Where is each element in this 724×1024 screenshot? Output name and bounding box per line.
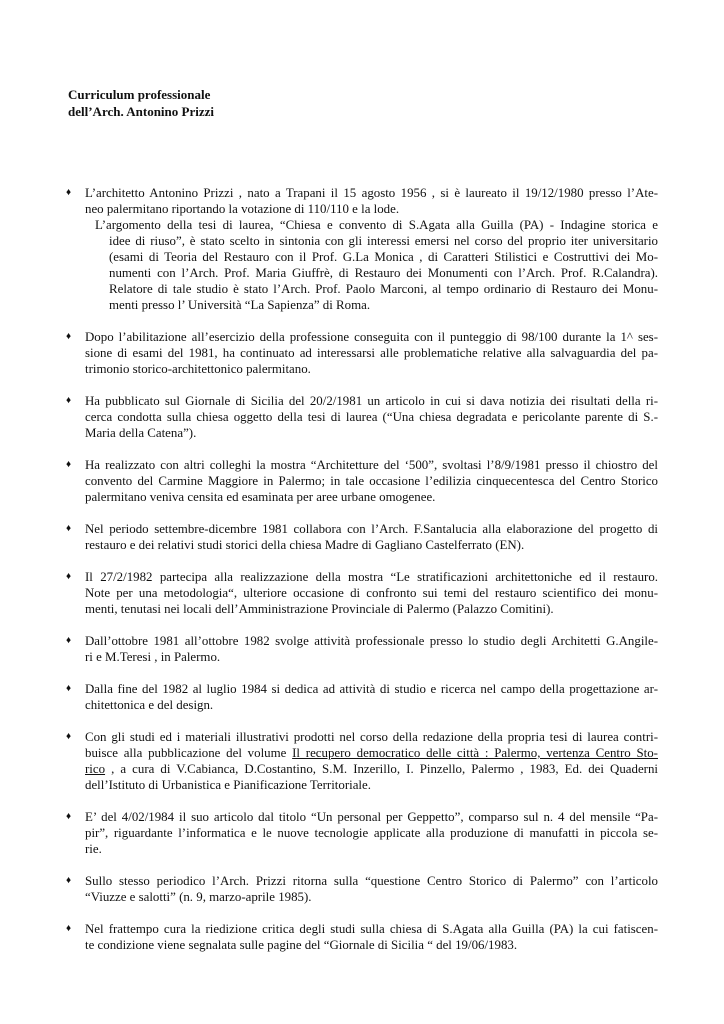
- paragraph-line: Note per una metodologia“, ulteriore occasione di confronto sui temi del restauro scientifico dei monu-: [85, 586, 658, 600]
- paragraph-line: E’ del 4/02/1984 il suo articolo dal titolo “Un personal per Geppetto”, comparso sul n. 4 del mensile “Pa-: [85, 810, 658, 824]
- paragraph-line: trimonio storico-architettonico palermitano.: [85, 362, 311, 376]
- sub-paragraph-line: idee di riuso”, è stato scelto in sintonia con gli interessi emersi nel corso del proprio iter universitario: [109, 234, 658, 248]
- list-item: [66, 681, 658, 713]
- diamond-bullet-icon: ♦: [66, 395, 72, 406]
- diamond-bullet-icon: ♦: [66, 523, 72, 534]
- list-item: [66, 457, 658, 505]
- list-item: [66, 521, 658, 553]
- document-title: [68, 86, 214, 120]
- cv-item-list: [66, 185, 658, 969]
- diamond-bullet-icon: ♦: [66, 635, 72, 646]
- paragraph-line: Ha pubblicato sul Giornale di Sicilia del 20/2/1981 un articolo in cui si dava notizia dei risultati della ri-: [85, 394, 658, 408]
- list-item: [66, 185, 658, 313]
- list-item: [66, 921, 658, 953]
- paragraph-line: te condizione viene segnalata sulle pagine del “Giornale di Sicilia “ del 19/06/1983.: [85, 938, 518, 952]
- list-item: [66, 393, 658, 441]
- diamond-bullet-icon: ♦: [66, 923, 72, 934]
- paragraph-line: convento del Carmine Maggiore in Palermo; in tale occasione l’edilizia cinquecentesca del Centro Storico: [85, 474, 658, 488]
- diamond-bullet-icon: ♦: [66, 811, 72, 822]
- paragraph-line: ri e M.Teresi , in Palermo.: [85, 650, 221, 664]
- diamond-bullet-icon: ♦: [66, 459, 72, 470]
- sub-paragraph-line: numenti con l’Arch. Prof. Maria Giuffrè, di Restauro dei Monumenti con l’Arch. Prof. R.Calandra).: [109, 266, 658, 280]
- list-item: [66, 569, 658, 617]
- diamond-bullet-icon: ♦: [66, 875, 72, 886]
- text-run: Con gli studi ed i materiali illustrativi prodotti nel corso della redazione della propria tesi di laurea contri-: [85, 730, 658, 744]
- diamond-bullet-icon: ♦: [66, 571, 72, 582]
- paragraph-line: [85, 729, 658, 745]
- diamond-bullet-icon: ♦: [66, 331, 72, 342]
- paragraph-line: palermitano veniva censita ed esaminata per aree urbane omogenee.: [85, 490, 436, 504]
- list-item: [66, 809, 658, 857]
- list-item: [66, 873, 658, 905]
- paragraph-line: [85, 761, 658, 777]
- paragraph-line: Nel periodo settembre-dicembre 1981 collabora con l’Arch. F.Santalucia alla elaborazione del progetto di: [85, 522, 658, 536]
- text-run: , a cura di V.Cabianca, D.Costantino, S.M. Inzerillo, I. Pinzello, Palermo , 1983, Ed. dei Quaderni: [105, 762, 658, 776]
- list-item: [66, 329, 658, 377]
- diamond-bullet-icon: ♦: [66, 187, 72, 198]
- paragraph-line: Dall’ottobre 1981 all’ottobre 1982 svolge attività professionale presso lo studio degli Architetti G.Angile-: [85, 634, 658, 648]
- paragraph-line: L’architetto Antonino Prizzi , nato a Trapani il 15 agosto 1956 , si è laureato il 19/12/1980 presso l’Ate-: [85, 186, 658, 200]
- paragraph-line: [85, 777, 658, 793]
- title-line-2: dell’Arch. Antonino Prizzi: [68, 104, 215, 119]
- list-item: [66, 729, 658, 793]
- list-item: [66, 633, 658, 665]
- book-title: rico: [85, 762, 106, 776]
- title-line-1: Curriculum professionale: [68, 87, 211, 102]
- paragraph-line: Maria della Catena”).: [85, 426, 197, 440]
- book-title: Il recupero democratico delle città : Palermo, vertenza Centro Sto-: [292, 746, 658, 760]
- paragraph-line: Dopo l’abilitazione all’esercizio della professione conseguita con il punteggio di 98/100 durante la 1^ ses-: [85, 330, 658, 344]
- paragraph-line: Dalla fine del 1982 al luglio 1984 si dedica ad attività di studio e ricerca nel campo della progettazione ar-: [85, 682, 658, 696]
- paragraph-line: [85, 745, 658, 761]
- diamond-bullet-icon: ♦: [66, 683, 72, 694]
- text-run: dell’Istituto di Urbanistica e Pianificazione Territoriale.: [85, 778, 371, 792]
- sub-paragraph-line: Relatore di tale studio è stato l’Arch. Prof. Paolo Marconi, al tempo ordinario di Restauro dei Monu-: [109, 282, 658, 296]
- paragraph-line: chitettonica e del design.: [85, 698, 214, 712]
- text-run: buisce alla pubblicazione del volume: [85, 746, 293, 760]
- diamond-bullet-icon: ♦: [66, 731, 72, 742]
- sub-paragraph-line: L’argomento della tesi di laurea, “Chiesa e convento di S.Agata alla Guilla (PA) - Indagine storica e: [95, 218, 658, 232]
- paragraph-line: menti, tenutasi nei locali dell’Amministrazione Provinciale di Palermo (Palazzo Comitini).: [85, 602, 554, 616]
- paragraph-line: Il 27/2/1982 partecipa alla realizzazione della mostra “Le stratificazioni architettoniche ed il restauro.: [85, 570, 658, 584]
- paragraph-line: rie.: [85, 842, 102, 856]
- paragraph-line: Sullo stesso periodico l’Arch. Prizzi ritorna sulla “questione Centro Storico di Palermo” con l’articolo: [85, 874, 658, 888]
- paragraph-line: cerca condotta sulla chiesa oggetto della tesi di laurea (“Una chiesa degradata e pericolante parente di S.-: [85, 410, 658, 424]
- paragraph-line: Nel frattempo cura la riedizione critica degli studi sulla chiesa di S.Agata alla Guilla (PA) la cui fatiscen-: [85, 922, 658, 936]
- paragraph-line: sione di esami del 1981, ha continuato ad interessarsi alle problematiche relative alla salvaguardia del pa-: [85, 346, 658, 360]
- sub-paragraph-line: menti presso l’ Università “La Sapienza” di Roma.: [109, 298, 371, 312]
- paragraph-line: neo palermitano riportando la votazione di 110/110 e la lode.: [85, 202, 400, 216]
- paragraph-line: Ha realizzato con altri colleghi la mostra “Architetture del ‘500”, svoltasi l’8/9/1981 presso il chiostro del: [85, 458, 658, 472]
- paragraph-line: “Viuzze e salotti” (n. 9, marzo-aprile 1985).: [85, 890, 312, 904]
- paragraph-line: restauro e dei relativi studi storici della chiesa Madre di Gagliano Castelferrato (EN).: [85, 538, 525, 552]
- sub-paragraph-line: (esami di Teoria del Restauro con il Prof. G.La Monica , di Caratteri Stilistici e Costruttivi dei Mo-: [109, 250, 658, 264]
- paragraph-line: pir”, riguardante l’informatica e le nuove tecnologie applicate alla produzione di manufatti in piccola se-: [85, 826, 658, 840]
